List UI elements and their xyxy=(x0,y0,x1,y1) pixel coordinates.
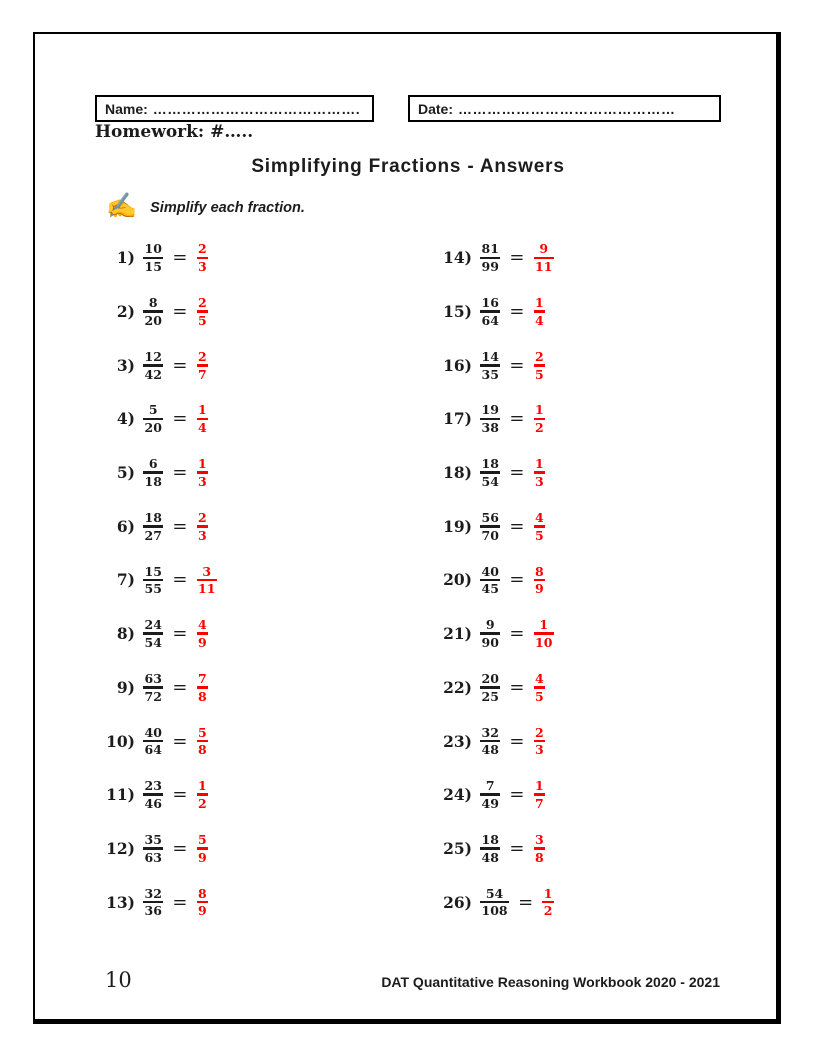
fraction-numerator: 81 xyxy=(481,241,499,257)
date-dotted-line: ……………………………………… xyxy=(458,100,676,117)
answer-denominator: 3 xyxy=(198,259,207,275)
problem-number: 20) xyxy=(443,570,472,590)
problem-row xyxy=(95,768,432,822)
problem-number: 26) xyxy=(443,892,472,912)
problem-number: 1) xyxy=(116,248,135,268)
fraction-numerator: 32 xyxy=(481,724,499,740)
equals-sign: = xyxy=(509,569,525,591)
answer-fraction xyxy=(197,565,217,596)
problem-row xyxy=(95,231,432,285)
problem-fraction xyxy=(480,511,500,542)
problem-number: 5) xyxy=(116,463,135,483)
answer-fraction xyxy=(197,726,209,757)
fraction-numerator: 6 xyxy=(148,456,158,472)
equals-sign: = xyxy=(509,408,525,430)
problem-number: 2) xyxy=(116,302,135,322)
problem-number: 6) xyxy=(116,516,135,536)
problem-row xyxy=(432,822,554,876)
fraction-numerator: 18 xyxy=(144,509,162,525)
answer-numerator: 2 xyxy=(198,509,207,525)
answer-numerator: 2 xyxy=(198,348,207,364)
problem-fraction xyxy=(480,779,500,810)
problem-fraction xyxy=(143,618,163,649)
answer-denominator: 2 xyxy=(535,420,544,436)
fraction-denominator: 70 xyxy=(481,527,499,543)
answer-numerator: 2 xyxy=(198,295,207,311)
date-label: Date: xyxy=(418,100,454,117)
problem-row xyxy=(432,768,554,822)
problem-fraction xyxy=(143,511,163,542)
problem-fraction xyxy=(143,403,163,434)
equals-sign: = xyxy=(509,784,525,806)
fraction-denominator: 15 xyxy=(144,259,162,275)
problem-fraction xyxy=(480,887,509,918)
fraction-numerator: 19 xyxy=(481,402,499,418)
problem-fraction xyxy=(143,242,163,273)
equals-sign: = xyxy=(518,891,534,913)
equals-sign: = xyxy=(172,623,188,645)
problem-fraction xyxy=(143,779,163,810)
problem-number: 7) xyxy=(116,570,135,590)
problem-fraction xyxy=(143,565,163,596)
problem-number: 17) xyxy=(443,409,472,429)
fraction-numerator: 14 xyxy=(481,348,499,364)
fraction-denominator: 63 xyxy=(144,849,162,865)
fraction-denominator: 27 xyxy=(144,527,162,543)
equals-sign: = xyxy=(172,569,188,591)
problem-number: 21) xyxy=(443,624,472,644)
problem-row xyxy=(95,553,432,607)
fraction-numerator: 24 xyxy=(144,617,162,633)
answer-numerator: 7 xyxy=(198,670,207,686)
answer-numerator: 1 xyxy=(198,402,207,418)
problems-column-right xyxy=(432,231,554,929)
answer-numerator: 1 xyxy=(535,778,544,794)
problem-row xyxy=(95,822,432,876)
answer-fraction xyxy=(197,457,209,488)
fraction-denominator: 38 xyxy=(481,420,499,436)
problem-row xyxy=(432,499,554,553)
fraction-denominator: 55 xyxy=(144,581,162,597)
answer-numerator: 4 xyxy=(535,670,544,686)
problem-row xyxy=(95,607,432,661)
answer-denominator: 2 xyxy=(543,903,553,919)
problem-number: 10) xyxy=(106,731,135,751)
homework-label: Homework: #….. xyxy=(95,122,254,142)
equals-sign: = xyxy=(509,515,525,537)
problem-fraction xyxy=(480,726,500,757)
answer-numerator: 1 xyxy=(543,885,553,901)
problem-number: 25) xyxy=(443,838,472,858)
answer-fraction xyxy=(534,833,546,864)
answer-denominator: 11 xyxy=(535,259,553,275)
answer-numerator: 2 xyxy=(198,241,207,257)
answer-numerator: 5 xyxy=(198,724,207,740)
fraction-numerator: 35 xyxy=(144,831,162,847)
problem-fraction xyxy=(480,350,500,381)
fraction-numerator: 9 xyxy=(485,617,495,633)
fraction-denominator: 18 xyxy=(144,473,162,489)
answer-numerator: 1 xyxy=(198,778,207,794)
equals-sign: = xyxy=(172,462,188,484)
problem-fraction xyxy=(143,296,163,327)
answer-denominator: 8 xyxy=(198,742,207,758)
answer-numerator: 1 xyxy=(539,617,549,633)
answer-denominator: 3 xyxy=(535,473,544,489)
problem-number: 14) xyxy=(443,248,472,268)
instruction-line xyxy=(106,191,305,220)
problem-number: 18) xyxy=(443,463,472,483)
answer-fraction xyxy=(542,887,554,918)
problem-row xyxy=(95,285,432,339)
problem-number: 9) xyxy=(116,677,135,697)
name-label: Name: xyxy=(105,100,148,117)
fraction-denominator: 25 xyxy=(481,688,499,704)
answer-denominator: 4 xyxy=(198,420,207,436)
problem-fraction xyxy=(143,672,163,703)
problem-number: 12) xyxy=(106,838,135,858)
fraction-numerator: 10 xyxy=(144,241,162,257)
equals-sign: = xyxy=(172,676,188,698)
fraction-denominator: 36 xyxy=(144,903,162,919)
answer-numerator: 2 xyxy=(535,724,544,740)
answer-fraction xyxy=(534,726,546,757)
fraction-denominator: 64 xyxy=(144,742,162,758)
fraction-denominator: 49 xyxy=(481,796,499,812)
answer-fraction xyxy=(534,457,546,488)
answer-denominator: 9 xyxy=(198,849,207,865)
fraction-denominator: 35 xyxy=(481,366,499,382)
fraction-denominator: 42 xyxy=(144,366,162,382)
fraction-denominator: 46 xyxy=(144,796,162,812)
fraction-denominator: 99 xyxy=(481,259,499,275)
problem-number: 24) xyxy=(443,785,472,805)
problem-fraction xyxy=(143,350,163,381)
answer-denominator: 9 xyxy=(198,903,207,919)
problem-row xyxy=(95,446,432,500)
answer-denominator: 11 xyxy=(198,581,216,597)
problem-fraction xyxy=(480,618,500,649)
answer-denominator: 2 xyxy=(198,796,207,812)
equals-sign: = xyxy=(172,301,188,323)
problem-number: 3) xyxy=(116,355,135,375)
page-footer xyxy=(105,968,720,992)
answer-fraction xyxy=(197,350,209,381)
problem-row xyxy=(95,875,432,929)
fraction-denominator: 48 xyxy=(481,849,499,865)
answer-fraction xyxy=(534,672,546,703)
answer-fraction xyxy=(197,672,209,703)
problem-number: 16) xyxy=(443,355,472,375)
answer-denominator: 3 xyxy=(198,527,207,543)
problem-fraction xyxy=(480,457,500,488)
equals-sign: = xyxy=(509,462,525,484)
fraction-numerator: 18 xyxy=(481,456,499,472)
fraction-numerator: 23 xyxy=(144,778,162,794)
fraction-denominator: 54 xyxy=(144,634,162,650)
answer-fraction xyxy=(197,887,209,918)
answer-numerator: 8 xyxy=(198,885,207,901)
header-fill-boxes xyxy=(95,95,721,122)
answer-denominator: 9 xyxy=(198,634,207,650)
fraction-numerator: 18 xyxy=(481,831,499,847)
equals-sign: = xyxy=(509,837,525,859)
answer-numerator: 4 xyxy=(198,617,207,633)
problem-fraction xyxy=(143,726,163,757)
problem-row xyxy=(95,714,432,768)
problem-number: 11) xyxy=(106,785,135,805)
problem-row xyxy=(95,499,432,553)
problem-row xyxy=(432,446,554,500)
fraction-numerator: 5 xyxy=(148,402,158,418)
answer-fraction xyxy=(534,618,554,649)
answer-fraction xyxy=(534,350,546,381)
answer-fraction xyxy=(197,833,209,864)
fraction-denominator: 108 xyxy=(481,903,508,919)
answer-denominator: 7 xyxy=(198,366,207,382)
answer-fraction xyxy=(197,779,209,810)
writing-hand-icon: ✍ xyxy=(106,191,138,220)
fraction-numerator: 15 xyxy=(144,563,162,579)
answer-fraction xyxy=(534,403,546,434)
answer-fraction xyxy=(197,511,209,542)
fraction-numerator: 7 xyxy=(485,778,495,794)
equals-sign: = xyxy=(172,354,188,376)
answer-denominator: 9 xyxy=(535,581,544,597)
problem-fraction xyxy=(480,403,500,434)
book-title: DAT Quantitative Reasoning Workbook 2020 - 2021 xyxy=(381,974,720,990)
answer-denominator: 8 xyxy=(198,688,207,704)
answer-denominator: 5 xyxy=(535,366,544,382)
fraction-numerator: 63 xyxy=(144,670,162,686)
answer-numerator: 1 xyxy=(535,456,544,472)
answer-fraction xyxy=(534,565,546,596)
equals-sign: = xyxy=(172,837,188,859)
problem-number: 4) xyxy=(116,409,135,429)
answer-fraction xyxy=(197,296,209,327)
problem-row xyxy=(432,553,554,607)
name-dotted-line: ……………………………………. xyxy=(152,100,361,117)
equals-sign: = xyxy=(509,623,525,645)
equals-sign: = xyxy=(509,676,525,698)
answer-numerator: 1 xyxy=(535,295,544,311)
problem-row xyxy=(432,231,554,285)
answer-numerator: 8 xyxy=(535,563,544,579)
answer-fraction xyxy=(197,618,209,649)
problems-column-left xyxy=(95,231,432,929)
answer-fraction xyxy=(534,779,546,810)
answer-numerator: 1 xyxy=(198,456,207,472)
fraction-numerator: 16 xyxy=(481,295,499,311)
equals-sign: = xyxy=(172,247,188,269)
fraction-numerator: 40 xyxy=(481,563,499,579)
answer-numerator: 1 xyxy=(535,402,544,418)
problem-row xyxy=(432,285,554,339)
fraction-denominator: 48 xyxy=(481,742,499,758)
answer-numerator: 9 xyxy=(539,241,549,257)
fraction-denominator: 20 xyxy=(144,420,162,436)
answer-numerator: 5 xyxy=(198,831,207,847)
equals-sign: = xyxy=(509,354,525,376)
equals-sign: = xyxy=(172,784,188,806)
name-field xyxy=(95,95,374,122)
answer-fraction xyxy=(534,296,546,327)
answer-denominator: 7 xyxy=(535,796,544,812)
problem-fraction xyxy=(143,457,163,488)
answer-denominator: 3 xyxy=(198,473,207,489)
fraction-numerator: 32 xyxy=(144,885,162,901)
problem-number: 22) xyxy=(443,677,472,697)
equals-sign: = xyxy=(509,301,525,323)
fraction-denominator: 64 xyxy=(481,312,499,328)
fraction-numerator: 56 xyxy=(481,509,499,525)
equals-sign: = xyxy=(172,891,188,913)
answer-denominator: 4 xyxy=(535,312,544,328)
page-title: Simplifying Fractions - Answers xyxy=(251,156,565,177)
answer-numerator: 3 xyxy=(202,563,212,579)
problem-row xyxy=(432,661,554,715)
date-field xyxy=(408,95,721,122)
fraction-numerator: 12 xyxy=(144,348,162,364)
answer-denominator: 10 xyxy=(535,634,553,650)
answer-denominator: 8 xyxy=(535,849,544,865)
instruction-text: Simplify each fraction. xyxy=(150,199,305,216)
equals-sign: = xyxy=(172,408,188,430)
fraction-denominator: 90 xyxy=(481,634,499,650)
answer-fraction xyxy=(534,242,554,273)
problem-row xyxy=(95,661,432,715)
problem-row xyxy=(432,607,554,661)
problem-number: 8) xyxy=(116,624,135,644)
problem-fraction xyxy=(480,296,500,327)
problem-row xyxy=(432,714,554,768)
fraction-numerator: 40 xyxy=(144,724,162,740)
problem-number: 13) xyxy=(106,892,135,912)
problem-fraction xyxy=(480,672,500,703)
problem-row xyxy=(95,338,432,392)
problem-row xyxy=(432,875,554,929)
answer-numerator: 2 xyxy=(535,348,544,364)
problem-fraction xyxy=(480,833,500,864)
fraction-numerator: 54 xyxy=(485,885,504,901)
answer-fraction xyxy=(534,511,546,542)
fraction-denominator: 45 xyxy=(481,581,499,597)
answer-numerator: 4 xyxy=(535,509,544,525)
equals-sign: = xyxy=(509,247,525,269)
answer-denominator: 5 xyxy=(535,527,544,543)
answer-fraction xyxy=(197,403,209,434)
equals-sign: = xyxy=(509,730,525,752)
answer-denominator: 5 xyxy=(198,312,207,328)
problem-row xyxy=(432,338,554,392)
problem-number: 15) xyxy=(443,302,472,322)
problem-row xyxy=(432,392,554,446)
problems-grid xyxy=(95,231,554,929)
problem-fraction xyxy=(143,833,163,864)
fraction-numerator: 8 xyxy=(148,295,158,311)
problem-fraction xyxy=(480,242,500,273)
answer-fraction xyxy=(197,242,209,273)
fraction-denominator: 72 xyxy=(144,688,162,704)
equals-sign: = xyxy=(172,730,188,752)
problem-row xyxy=(95,392,432,446)
problem-fraction xyxy=(480,565,500,596)
problem-number: 23) xyxy=(443,731,472,751)
answer-denominator: 5 xyxy=(535,688,544,704)
equals-sign: = xyxy=(172,515,188,537)
answer-numerator: 3 xyxy=(535,831,544,847)
page-number: 10 xyxy=(105,968,132,992)
problem-number: 19) xyxy=(443,516,472,536)
answer-denominator: 3 xyxy=(535,742,544,758)
fraction-denominator: 20 xyxy=(144,312,162,328)
fraction-numerator: 20 xyxy=(481,670,499,686)
problem-fraction xyxy=(143,887,163,918)
fraction-denominator: 54 xyxy=(481,473,499,489)
